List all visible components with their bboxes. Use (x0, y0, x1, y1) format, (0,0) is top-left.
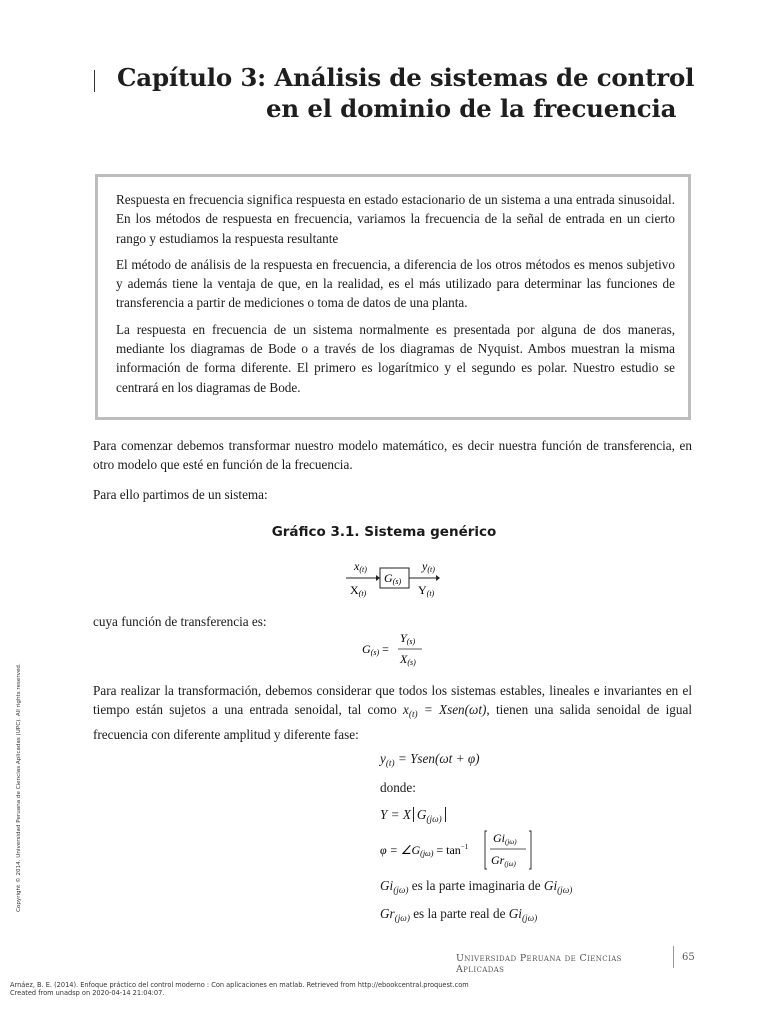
summary-paragraph-1: Respuesta en frecuencia significa respuesta en estado estacionario de un sistema a una entrada sinusoidal. En los métodos de respuesta en frecuencia, variamos la frecuencia de la señal de entrada en un cierto rango y estudiamos la respuesta resultante (116, 192, 675, 246)
svg-text:Y(s): Y(s) (400, 631, 416, 646)
diagram-output-top: y(t) (422, 559, 435, 574)
chapter-title-line2: en el dominio de la frecuencia (266, 94, 677, 123)
phase-equation (380, 828, 550, 872)
input-arrowhead (376, 575, 380, 581)
diagram-input-bottom: X(t) (350, 583, 367, 598)
diagram-output-bottom: Y(t) (418, 583, 435, 598)
body-paragraph-2: Para ello partimos de un sistema: (93, 487, 268, 502)
svg-text:Gr(jω): Gr(jω) (491, 853, 516, 868)
heading-rule (94, 70, 95, 92)
input-signal-formula: $x_{(t)}$ = Xsen(ωt) (403, 702, 487, 720)
output-signal-equation: $y_{(t)}$ = Ysen(ωt + φ) (380, 751, 480, 768)
side-copyright: Copyright © 2014. Universidad Peruana de Ciencias Aplicadas (UPC). All rights reserved. (16, 663, 22, 912)
svg-text:G(s) =: G(s) = (362, 642, 389, 657)
paragraph-4-part-a: Para realizar la transformación, debemos considerar que todos los sistemas estables, lineales e invariantes en el tiempo están sujetos a una entrada senoidal, tal como (93, 683, 692, 718)
citation-line-2: Created from unadsp on 2020-04-14 21:04:07. (10, 989, 165, 998)
svg-text:φ = ∠G(jω) = tan−1: φ = ∠G(jω) = $\tan^{-1}$ (380, 843, 469, 858)
summary-text (116, 190, 675, 404)
summary-box (95, 174, 691, 420)
block-diagram (340, 556, 450, 600)
summary-paragraph-2: El método de análisis de la respuesta en frecuencia, a diferencia de los otros métodos es menos subjetivo y además tiene la ventaja de que, en la realidad, es el más utilizado para determinar las funciones de transferencia a partir de mediciones o toma de datos de una planta. (116, 256, 675, 311)
real-part-definition: $Gr_{(j\omega)}$ es la parte real de $Gi_{(j\omega)}$ (380, 906, 538, 923)
footer-divider (673, 946, 674, 968)
svg-text:X(s): X(s) (400, 652, 416, 667)
page-number: 65 (682, 952, 695, 963)
footer-university: Universidad Peruana de Ciencias Aplicadas (456, 953, 622, 975)
citation (10, 981, 469, 998)
svg-text:Gi(jω): Gi(jω) (493, 831, 517, 846)
diagram-input-top: x(t) (354, 559, 367, 574)
body-paragraph-4 (93, 681, 692, 744)
summary-paragraph-3: La respuesta en frecuencia de un sistema normalmente es presentada por alguna de dos maneras, mediante los diagramas de Bode o a través de los diagramas de Nyquist. Ambos muestran la misma información de forma diferente. El primero es logarítmico y el segundo es polar. Nuestro estudio se centrará en los diagramas de Bode. (116, 321, 675, 395)
donde-label: donde: (380, 780, 416, 795)
paragraph-4-part-b: , tienen una salida senoidal de igual frecuencia con diferente amplitud y diferente fase: (93, 702, 692, 742)
chapter-title-line1: Capítulo 3: Análisis de sistemas de control (117, 63, 695, 92)
body-paragraph-3: cuya función de transferencia es: (93, 614, 267, 629)
output-arrowhead (436, 575, 440, 581)
chapter-title (117, 62, 717, 124)
diagram-block-label: G(s) (384, 571, 402, 586)
citation-line-1: Arnáez, B. E. (2014). Enfoque práctico del control moderno : Con aplicaciones en matlab. Retrieved from http://ebookcentral.proquest.com (10, 981, 469, 989)
amplitude-equation: Y = X $G_{(j\omega)}$ (380, 805, 446, 829)
figure-title: Gráfico 3.1. Sistema genérico (271, 524, 497, 540)
imaginary-part-definition: $Gi_{(j\omega)}$ es la parte imaginaria de $Gi_{(j\omega)}$ (380, 878, 573, 895)
transfer-function-formula (360, 628, 430, 670)
body-paragraph-1: Para comenzar debemos transformar nuestro modelo matemático, es decir nuestra función de transferencia, en otro modelo que esté en función de la frecuencia. (93, 438, 692, 473)
